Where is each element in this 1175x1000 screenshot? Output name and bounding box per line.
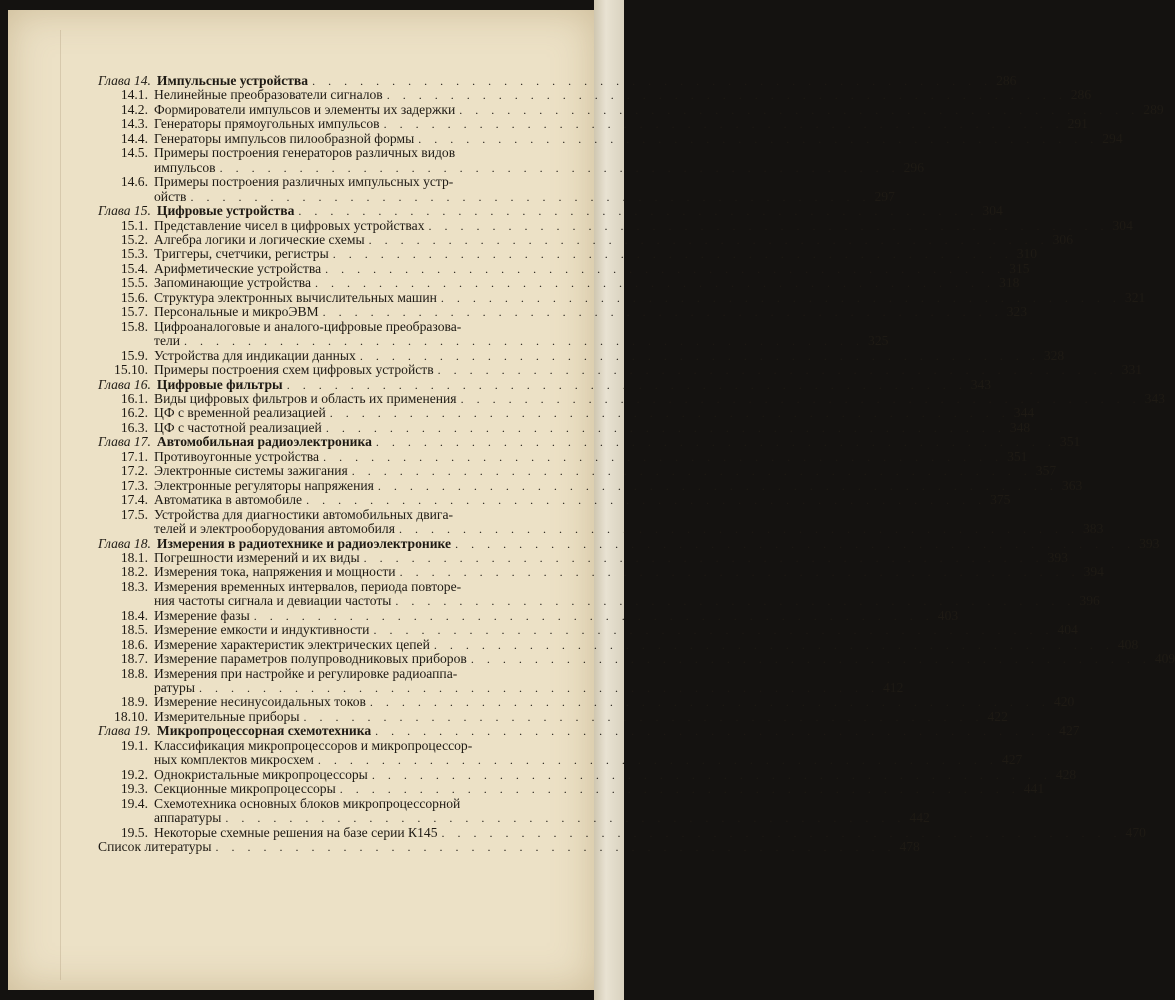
- toc-entry: [98, 708, 1008, 724]
- page-number: 304: [1112, 217, 1133, 233]
- leader-dots: . . . . . . . . . . . . . . . . . . . . . . . . . . . . . . . . . . . . . . . . . . .: [363, 550, 1044, 565]
- leader-dots: . . . . . . . . . . . . . . . . . . . . . . . . . . . . . . . . . . . . . . . . . . .: [371, 767, 1052, 782]
- entry-title: Виды цифровых фильтров и область их применения: [154, 390, 457, 406]
- entry-number: 14.3.: [120, 116, 148, 132]
- page-number: 420: [1053, 694, 1075, 710]
- leader-dots: . . . . . . . . . . . . . . . . . . . . . . . . . . . . . . . . . . . . . . . . . . .: [329, 406, 1010, 421]
- entry-number: 18.7.: [120, 651, 148, 667]
- leader-dots: . . . . . . . . . . . . . . . . . . . . . . . . . . . . . . . . . . . . . . . . . . .: [437, 363, 1118, 378]
- leader-dots: . . . . . . . . . . . . . . . . . . . . . . . . . . . . . . . . . . . . . . . . . . .: [433, 637, 1114, 652]
- leader-dots: . . . . . . . . . . . . . . . . . . . . . . . . . . . . . . . . . . . . . . . . . . .: [198, 681, 879, 696]
- page-number: 428: [1055, 766, 1077, 782]
- leader-dots: . . . . . . . . . . . . . . . . . . . . . . . . . . . . . . . . . . . . . . . . . . .: [332, 247, 1013, 262]
- leader-dots: . . . . . . . . . . . . . . . . . . . . . . . . . . . . . . . . . . . . . . . . . . .: [383, 117, 1064, 132]
- toc-entry: [98, 405, 1035, 421]
- page-number: 442: [909, 810, 930, 826]
- toc-entry: [98, 289, 1146, 305]
- entry-title: Автомобильная радиоэлектроника: [156, 434, 372, 450]
- page-number: 344: [1013, 405, 1035, 421]
- toc-entry: [98, 839, 920, 855]
- page-number: 351: [1007, 448, 1028, 464]
- leader-dots: . . . . . . . . . . . . . . . . . . . . . . . . . . . . . . . . . . . . . . . . . . .: [373, 623, 1054, 638]
- entry-number: 18.1.: [120, 549, 148, 565]
- entry-title: Генераторы прямоугольных импульсов: [154, 116, 380, 132]
- page-number: 383: [1082, 521, 1104, 537]
- entry-title: Импульсные устройства: [156, 73, 309, 88]
- page-number: 348: [1009, 419, 1031, 435]
- entry-title-continued: ния частоты сигнала и девиации частоты: [154, 593, 392, 609]
- toc-entry: [98, 390, 1165, 406]
- toc-entry: [98, 737, 1023, 768]
- page-number: 289: [1143, 101, 1164, 117]
- page-number: 343: [970, 376, 992, 392]
- leader-dots: . . . . . . . . . . . . . . . . . . . . . . . . . . . . . . . . . . . . . . . . . . .: [386, 88, 1067, 103]
- toc-entry: [98, 636, 1139, 652]
- page-number: 470: [1125, 824, 1146, 840]
- toc-entry: [98, 549, 1068, 565]
- page-number: 323: [1006, 304, 1027, 320]
- leader-dots: . . . . . . . . . . . . . . . . . . . . . . . . . . . . . . . . . . . . . . . . . . .: [441, 825, 1122, 840]
- entry-title: Измерение характеристик электрических цепей: [154, 636, 430, 652]
- page-number: 318: [999, 275, 1020, 291]
- toc-chapter-entry: [98, 535, 1160, 551]
- entry-number: Глава 17.: [98, 434, 151, 450]
- leader-dots: . . . . . . . . . . . . . . . . . . . . . . . . . . . . . . . . . . . . . . . . . . .: [459, 102, 1140, 117]
- leader-dots: . . . . . . . . . . . . . . . . . . . . . . . . . . . . . . . . . . . . . . . . . . .: [428, 218, 1109, 233]
- entry-title-continued: ных комплектов микросхем: [154, 752, 314, 768]
- entry-number: 16.3.: [120, 419, 148, 435]
- page-number: 310: [1016, 246, 1038, 262]
- page-number: 291: [1067, 116, 1088, 132]
- page-number: 409: [1154, 651, 1175, 667]
- toc-entry: [98, 578, 1100, 609]
- toc-entry: [98, 492, 1011, 508]
- entry-number: 19.3.: [120, 781, 148, 797]
- entry-title: Алгебра логики и логические схемы: [154, 231, 365, 247]
- entry-title: Примеры построения различных импульсных устр-: [154, 174, 454, 190]
- entry-title: Противоугонные устройства: [154, 448, 320, 464]
- entry-title: Запоминающие устройства: [154, 275, 312, 291]
- leader-dots: . . . . . . . . . . . . . . . . . . . . . . . . . . . . . . . . . . . . . . . . . . .: [312, 74, 993, 88]
- entry-title: Измерения в радиотехнике и радиоэлектронике: [156, 535, 452, 551]
- toc-entry: [98, 622, 1078, 638]
- page-number: 393: [1139, 535, 1160, 551]
- page-number: 441: [1023, 781, 1045, 797]
- entry-title: Измерение параметров полупроводниковых приборов: [154, 651, 467, 667]
- toc-entry: [98, 101, 1164, 117]
- leader-dots: . . . . . . . . . . . . . . . . . . . . . . . . . . . . . . . . . . . . . . . . . . .: [359, 348, 1040, 363]
- page-number: 304: [982, 203, 1003, 219]
- entry-title: ЦФ с частотной реализацией: [154, 419, 322, 435]
- toc-entry: [98, 766, 1077, 782]
- entry-number: 14.1.: [120, 87, 148, 103]
- entry-title: Устройства для индикации данных: [154, 347, 356, 363]
- page-number: 297: [874, 188, 895, 204]
- toc-entry: [98, 275, 1020, 291]
- entry-title: Цифровые фильтры: [156, 376, 283, 392]
- entry-number: Глава 16.: [98, 376, 151, 392]
- page-number: 363: [1061, 477, 1083, 493]
- entry-title: Погрешности измерений и их виды: [154, 549, 360, 565]
- entry-title: Триггеры, счетчики, регистры: [154, 246, 329, 262]
- toc-entry: [98, 694, 1075, 710]
- page-shading: [60, 30, 61, 980]
- entry-title-continued: аппаратуры: [154, 810, 222, 826]
- leader-dots: . . . . . . . . . . . . . . . . . . . . . . . . . . . . . . . . . . . . . . . . . . .: [286, 377, 967, 392]
- leader-dots: . . . . . . . . . . . . . . . . . . . . . . . . . . . . . . . . . . . . . . . . . . .: [323, 449, 1004, 464]
- entry-number: 15.8.: [120, 318, 148, 334]
- entry-number: 17.2.: [120, 463, 148, 479]
- leader-dots: . . . . . . . . . . . . . . . . . . . . . . . . . . . . . . . . . . . . . . . . . . .: [298, 204, 979, 219]
- entry-number: 19.2.: [120, 766, 148, 782]
- toc-entry: [98, 781, 1045, 797]
- entry-title-continued: ойств: [154, 188, 187, 204]
- entry-title: Цифровые устройства: [156, 203, 295, 219]
- toc-entry: [98, 174, 895, 204]
- toc-entry: [98, 463, 1057, 479]
- entry-title: Измерения тока, напряжения и мощности: [154, 564, 396, 580]
- leader-dots: . . . . . . . . . . . . . . . . . . . . . . . . . . . . . . . . . . . . . . . . . . .: [253, 608, 934, 623]
- entry-title: Некоторые схемные решения на базе серии К145: [154, 824, 438, 840]
- entry-title-continued: ратуры: [154, 680, 195, 696]
- leader-dots: . . . . . . . . . . . . . . . . . . . . . . . . . . . . . . . . . . . . . . . . . . .: [375, 435, 1056, 450]
- entry-number: 17.4.: [120, 492, 148, 508]
- entry-number: 17.5.: [120, 506, 148, 522]
- entry-title: Электронные регуляторы напряжения: [154, 477, 374, 493]
- leader-dots: . . . . . . . . . . . . . . . . . . . . . . . . . . . . . . . . . . . . . . . . . . .: [351, 464, 1032, 479]
- leader-dots: . . . . . . . . . . . . . . . . . . . . . . . . . . . . . . . . . . . . . . . . . . .: [398, 522, 1079, 537]
- toc-entry: [98, 116, 1088, 132]
- entry-title: Измерение фазы: [154, 607, 250, 623]
- leader-dots: . . . . . . . . . . . . . . . . . . . . . . . . . . . . . . . . . . . . . . . . . . .: [219, 160, 900, 175]
- entry-number: 15.3.: [120, 246, 148, 262]
- leader-dots: . . . . . . . . . . . . . . . . . . . . . . . . . . . . . . . . . . . . . . . . . . .: [317, 753, 998, 768]
- leader-dots: . . . . . . . . . . . . . . . . . . . . . . . . . . . . . . . . . . . . . . . . . . .: [225, 811, 906, 826]
- page-number: 394: [1083, 564, 1104, 580]
- leader-dots: . . . . . . . . . . . . . . . . . . . . . . . . . . . . . . . . . . . . . . . . . . .: [215, 840, 896, 855]
- entry-number: 15.6.: [120, 289, 148, 305]
- leader-dots: . . . . . . . . . . . . . . . . . . . . . . . . . . . . . . . . . . . . . . . . . . .: [315, 276, 996, 291]
- toc-entry: [98, 145, 924, 175]
- page-number: 427: [1059, 723, 1080, 739]
- entry-number: 19.5.: [120, 824, 148, 840]
- entry-number: 17.3.: [120, 477, 148, 493]
- toc-entry: [98, 665, 904, 696]
- entry-title: Схемотехника основных блоков микропроцессорной: [154, 795, 461, 811]
- entry-title: Классификация микропроцессоров и микропроцессор-: [154, 737, 473, 753]
- toc-entry: [98, 564, 1104, 580]
- entry-number: 18.8.: [120, 665, 148, 681]
- entry-number: 16.1.: [120, 390, 148, 406]
- entry-title-continued: телей и электрооборудования автомобиля: [154, 521, 395, 537]
- page-number: 343: [1144, 390, 1165, 406]
- toc-entry: [98, 506, 1104, 537]
- toc-chapter-entry: [98, 434, 1081, 450]
- entry-title: Генераторы импульсов пилообразной формы: [154, 130, 415, 146]
- leader-dots: . . . . . . . . . . . . . . . . . . . . . . . . . . . . . . . . . . . . . . . . . . .: [369, 695, 1050, 710]
- entry-number: 16.2.: [120, 405, 148, 421]
- entry-number: 18.5.: [120, 622, 148, 638]
- page-number: 357: [1035, 463, 1057, 479]
- entry-number: 19.1.: [120, 737, 148, 753]
- page-number: 351: [1059, 434, 1081, 450]
- leader-dots: . . . . . . . . . . . . . . . . . . . . . . . . . . . . . . . . . . . . . . . . . . .: [395, 594, 1076, 609]
- entry-number: 18.4.: [120, 607, 148, 623]
- leader-dots: . . . . . . . . . . . . . . . . . . . . . . . . . . . . . . . . . . . . . . . . . . .: [418, 131, 1099, 146]
- leader-dots: . . . . . . . . . . . . . . . . . . . . . . . . . . . . . . . . . . . . . . . . . . .: [460, 391, 1141, 406]
- entry-title: Секционные микропроцессоры: [154, 781, 336, 797]
- toc-entry: [98, 651, 1175, 667]
- toc-entry: [98, 246, 1038, 262]
- toc-entry: [98, 419, 1031, 435]
- entry-title: Электронные системы зажигания: [154, 463, 348, 479]
- leader-dots: . . . . . . . . . . . . . . . . . . . . . . . . . . . . . . . . . . . . . . . . . . .: [303, 709, 984, 724]
- page-number: 412: [882, 680, 904, 696]
- entry-number: 18.6.: [120, 636, 148, 652]
- entry-title: Измерение емкости и индуктивности: [154, 622, 370, 638]
- toc-entry: [98, 362, 1143, 378]
- entry-number: 15.5.: [120, 275, 148, 291]
- entry-number: 17.1.: [120, 448, 148, 464]
- toc-entry: [98, 304, 1027, 320]
- leader-dots: . . . . . . . . . . . . . . . . . . . . . . . . . . . . . . . . . . . . . . . . . . .: [375, 724, 1056, 739]
- entry-number: 14.6.: [120, 174, 148, 190]
- entry-title: Представление чисел в цифровых устройствах: [154, 217, 425, 233]
- toc-chapter-entry: [98, 73, 1017, 88]
- entry-number: 18.10.: [114, 708, 148, 724]
- page-number: 294: [1102, 130, 1123, 146]
- leader-dots: . . . . . . . . . . . . . . . . . . . . . . . . . . . . . . . . . . . . . . . . . . .: [470, 652, 1151, 667]
- page-number: 478: [899, 839, 920, 855]
- page-number: 321: [1124, 289, 1146, 305]
- page-number: 296: [903, 159, 924, 175]
- toc-entry: [98, 318, 889, 349]
- entry-number: Глава 18.: [98, 535, 151, 551]
- entry-number: 18.2.: [120, 564, 148, 580]
- entry-number: 15.10.: [114, 362, 148, 378]
- entry-number: 18.9.: [120, 694, 148, 710]
- toc-entry: [98, 448, 1028, 464]
- leader-dots: . . . . . . . . . . . . . . . . . . . . . . . . . . . . . . . . . . . . . . . . . . .: [306, 493, 987, 508]
- page-number: 393: [1047, 549, 1068, 565]
- page-number: 404: [1057, 622, 1078, 638]
- toc-entry: [98, 260, 1030, 276]
- toc-entry: [98, 607, 959, 623]
- toc-chapter-entry: [98, 203, 1003, 219]
- entry-title: Формирователи импульсов и элементы их задержки: [154, 101, 456, 117]
- entry-number: 14.5.: [120, 145, 148, 161]
- entry-number: 19.4.: [120, 795, 148, 811]
- toc-chapter-entry: [98, 723, 1080, 739]
- page-number: 328: [1043, 347, 1065, 363]
- page-number: 396: [1079, 593, 1100, 609]
- page-number: 403: [937, 607, 959, 623]
- entry-title: Однокристальные микропроцессоры: [154, 766, 368, 782]
- entry-number: Глава 19.: [98, 723, 151, 739]
- page-number: 315: [1009, 260, 1030, 276]
- entry-title: Измерения при настройке и регулировке радиоаппа-: [154, 665, 458, 681]
- page-number: 422: [987, 708, 1008, 724]
- entry-title: Нелинейные преобразователи сигналов: [154, 87, 383, 103]
- table-of-contents: [98, 73, 1175, 855]
- page-number: 306: [1052, 231, 1074, 247]
- toc-entry: [98, 217, 1133, 233]
- entry-number: 15.1.: [120, 217, 148, 233]
- entry-number: 18.3.: [120, 578, 148, 594]
- entry-number: Глава 15.: [98, 203, 151, 219]
- page-number: 331: [1121, 362, 1143, 378]
- entry-title: Арифметические устройства: [154, 260, 322, 276]
- toc-entry: [98, 824, 1146, 840]
- entry-number: 15.2.: [120, 231, 148, 247]
- entry-number: 15.7.: [120, 304, 148, 320]
- entry-title: Примеры построения генераторов различных видов: [154, 145, 456, 161]
- leader-dots: . . . . . . . . . . . . . . . . . . . . . . . . . . . . . . . . . . . . . . . . . . .: [322, 305, 1003, 320]
- toc-chapter-entry: [98, 376, 992, 392]
- entry-title: Измерение несинусоидальных токов: [154, 694, 366, 710]
- entry-title: Измерительные приборы: [154, 708, 300, 724]
- entry-title: Примеры построения схем цифровых устройств: [154, 362, 434, 378]
- page-number: 427: [1001, 752, 1023, 768]
- entry-title: Автоматика в автомобиле: [154, 492, 303, 508]
- leader-dots: . . . . . . . . . . . . . . . . . . . . . . . . . . . . . . . . . . . . . . . . . . .: [440, 290, 1121, 305]
- page-number: 286: [996, 73, 1017, 88]
- entry-number: 14.4.: [120, 130, 148, 146]
- entry-title: Микропроцессорная схемотехника: [156, 723, 372, 739]
- leader-dots: . . . . . . . . . . . . . . . . . . . . . . . . . . . . . . . . . . . . . . . . . . .: [455, 536, 1136, 551]
- entry-title: Структура электронных вычислительных машин: [154, 289, 437, 305]
- page-number: 286: [1070, 87, 1092, 103]
- toc-entry: [98, 347, 1065, 363]
- leader-dots: . . . . . . . . . . . . . . . . . . . . . . . . . . . . . . . . . . . . . . . . . . .: [190, 189, 871, 204]
- toc-entry: [98, 477, 1083, 493]
- page-number: 325: [868, 333, 889, 349]
- entry-title: Персональные и микроЭВМ: [154, 304, 319, 320]
- entry-title: Устройства для диагностики автомобильных двига-: [154, 506, 454, 522]
- page-number: 408: [1117, 636, 1139, 652]
- leader-dots: . . . . . . . . . . . . . . . . . . . . . . . . . . . . . . . . . . . . . . . . . . .: [339, 782, 1020, 797]
- leader-dots: . . . . . . . . . . . . . . . . . . . . . . . . . . . . . . . . . . . . . . . . . . .: [325, 261, 1006, 276]
- toc-entry: [98, 795, 930, 826]
- leader-dots: . . . . . . . . . . . . . . . . . . . . . . . . . . . . . . . . . . . . . . . . . . .: [184, 334, 865, 349]
- toc-entry: [98, 87, 1092, 103]
- entry-title: ЦФ с временной реализацией: [154, 405, 326, 421]
- entry-title-continued: импульсов: [154, 159, 216, 175]
- leader-dots: . . . . . . . . . . . . . . . . . . . . . . . . . . . . . . . . . . . . . . . . . . .: [377, 478, 1058, 493]
- leader-dots: . . . . . . . . . . . . . . . . . . . . . . . . . . . . . . . . . . . . . . . . . . .: [399, 565, 1080, 580]
- entry-title: Список литературы: [98, 839, 212, 855]
- entry-number: Глава 14.: [98, 73, 151, 88]
- entry-title: Цифроаналоговые и аналого-цифровые преобразова-: [154, 318, 462, 334]
- toc-entry: [98, 231, 1074, 247]
- toc-entry: [98, 130, 1123, 146]
- entry-number: 15.9.: [120, 347, 148, 363]
- entry-title: Измерения временных интервалов, периода повторе-: [154, 578, 462, 594]
- entry-number: 14.2.: [120, 101, 148, 117]
- entry-number: 15.4.: [120, 260, 148, 276]
- entry-title-continued: тели: [154, 333, 181, 349]
- leader-dots: . . . . . . . . . . . . . . . . . . . . . . . . . . . . . . . . . . . . . . . . . . .: [325, 420, 1006, 435]
- page-number: 375: [990, 492, 1011, 508]
- leader-dots: . . . . . . . . . . . . . . . . . . . . . . . . . . . . . . . . . . . . . . . . . . .: [368, 232, 1049, 247]
